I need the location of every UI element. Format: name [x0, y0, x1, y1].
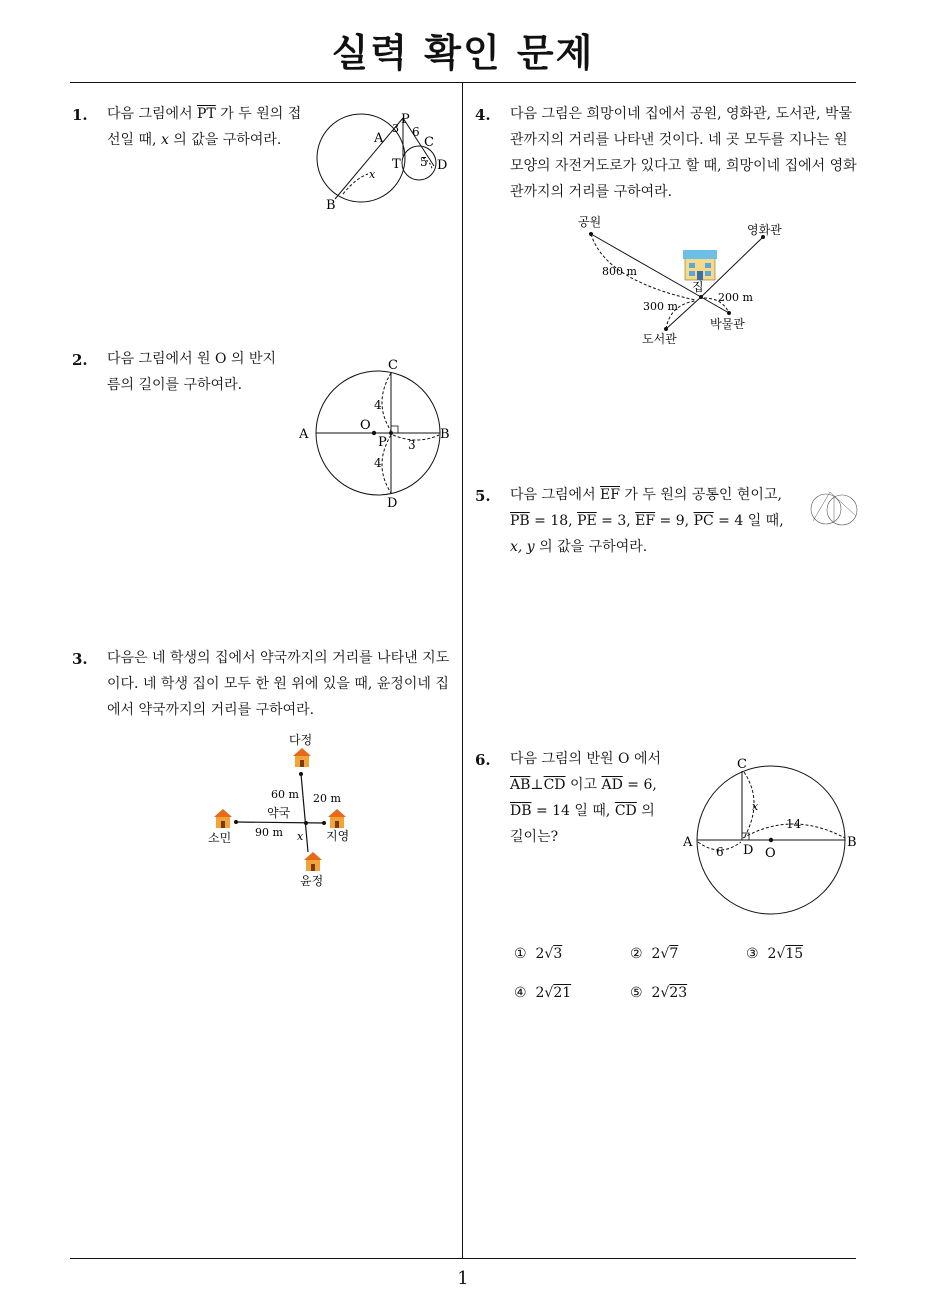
pharmacy-point	[304, 821, 308, 825]
center-O	[372, 431, 376, 435]
label-yunjeong: 윤정	[300, 874, 324, 888]
label-T: T	[392, 157, 401, 172]
problem-5-text: 다음 그림에서 $\overline{EF}$ 가 두 원의 공통인 현이고, $\overline{PB} = 18$, $\overline{PE} = 3$, $\overline{EF} = 9$, $\overline{PC} = 4$ 일 때, x, y 의 값을 구하여라.	[510, 487, 784, 555]
top-rule	[70, 82, 856, 83]
label-B: B	[847, 835, 857, 850]
choice-5[interactable]: ⑤ 2√23	[630, 985, 688, 1001]
segment-somin-jiyeong	[236, 822, 324, 823]
label-B: B	[326, 198, 336, 213]
label-x: x	[752, 800, 759, 813]
problem-4-number: 4.	[475, 106, 491, 124]
choice-2[interactable]: ② 2√7	[630, 946, 679, 962]
label-C: C	[424, 135, 434, 150]
label-5: 5	[420, 155, 428, 169]
problem-3-figure	[200, 730, 370, 890]
house-yunjeong-icon	[304, 852, 322, 871]
label-P: P	[401, 112, 410, 127]
label-C: C	[388, 358, 398, 373]
label-B: B	[440, 427, 450, 442]
label-dajeong: 다정	[289, 733, 313, 747]
problem-1-number: 1.	[72, 106, 88, 124]
house-jiyeong-icon	[328, 809, 346, 828]
label-jiyeong: 지영	[326, 829, 350, 843]
label-A: A	[683, 835, 693, 850]
small-circle	[402, 146, 436, 180]
label-A: A	[299, 427, 309, 442]
page-title: 실력 확인 문제	[331, 31, 595, 75]
label-O: O	[765, 846, 776, 861]
label-4-upper: 4	[374, 398, 382, 412]
problem-1-text: 다음 그림에서 $\overline{PT}$ 가 두 원의 접선일 때, x 의 값을 구하여라.	[107, 106, 302, 148]
problem-1-figure	[316, 108, 456, 213]
problem-2-number: 2.	[72, 351, 88, 369]
label-3: 3	[392, 122, 399, 135]
label-museum: 박물관	[710, 317, 745, 331]
label-somin: 소민	[208, 831, 232, 845]
problem-3-text: 다음은 네 학생의 집에서 약국까지의 거리를 나타낸 지도이다. 네 학생 집이 모두 한 원 위에 있을 때, 윤정이네 집에서 약국까지의 거리를 구하여라.	[107, 650, 450, 718]
problem-6-figure	[680, 752, 860, 917]
problem-2-text: 다음 그림에서 원 O 의 반지름의 길이를 구하여라.	[107, 351, 276, 393]
label-90m: 90 m	[255, 826, 283, 839]
problem-5-figure	[804, 488, 864, 530]
problem-4-figure	[570, 210, 800, 355]
label-O: O	[360, 418, 371, 433]
point-P	[389, 431, 393, 435]
label-library: 도서관	[642, 332, 677, 346]
label-x: x	[297, 830, 304, 843]
label-D: D	[437, 158, 448, 173]
label-cinema: 영화관	[747, 223, 782, 237]
label-home: 집	[692, 280, 704, 294]
label-6: 6	[412, 125, 420, 139]
home-building-icon	[683, 250, 717, 280]
label-4-lower: 4	[374, 456, 382, 470]
label-6: 6	[716, 845, 724, 859]
label-C: C	[737, 757, 747, 772]
label-x: x	[369, 168, 376, 181]
label-A: A	[374, 131, 384, 146]
problem-3-number: 3.	[72, 650, 88, 668]
problem-6-text: 다음 그림의 반원 O 에서 $\overline{AB}\perp\overline{CD}$ 이고 $\overline{AD} = 6$, $\overline{DB} = 14$ 일 때, $\overline{CD}$ 의 길이는?	[510, 751, 661, 845]
page-number: 1	[457, 1268, 469, 1289]
choice-1[interactable]: ① 2√3	[514, 946, 563, 962]
label-14: 14	[786, 817, 802, 831]
label-D: D	[743, 843, 754, 858]
label-park: 공원	[578, 215, 602, 229]
bottom-rule	[70, 1258, 856, 1259]
label-20m: 20 m	[313, 792, 341, 805]
problem-6-number: 6.	[475, 751, 491, 769]
label-pharmacy: 약국	[267, 806, 291, 820]
column-divider	[462, 83, 463, 1258]
label-D: D	[387, 496, 398, 510]
house-dajeong-icon	[293, 748, 311, 767]
choice-4[interactable]: ④ 2√21	[514, 985, 572, 1001]
center-O	[769, 838, 773, 842]
label-P: P	[378, 435, 387, 450]
label-300m: 300 m	[643, 300, 678, 313]
problem-4-text: 다음 그림은 희망이네 집에서 공원, 영화관, 도서관, 박물관까지의 거리를 나타낸 것이다. 네 곳 모두를 지나는 원 모양의 자전거도로가 있다고 할 때, 희망이네 집에서 영화관까지의 거리를 구하여라.	[510, 106, 857, 200]
house-somin-icon	[214, 809, 232, 828]
problem-5-number: 5.	[475, 487, 491, 505]
problem-2-figure	[295, 355, 465, 510]
label-200m: 200 m	[718, 291, 753, 304]
label-800m: 800 m	[602, 265, 637, 278]
arc-x	[343, 174, 368, 194]
label-3: 3	[408, 438, 416, 452]
label-60m: 60 m	[271, 788, 299, 801]
choice-3[interactable]: ③ 2√15	[746, 946, 804, 962]
